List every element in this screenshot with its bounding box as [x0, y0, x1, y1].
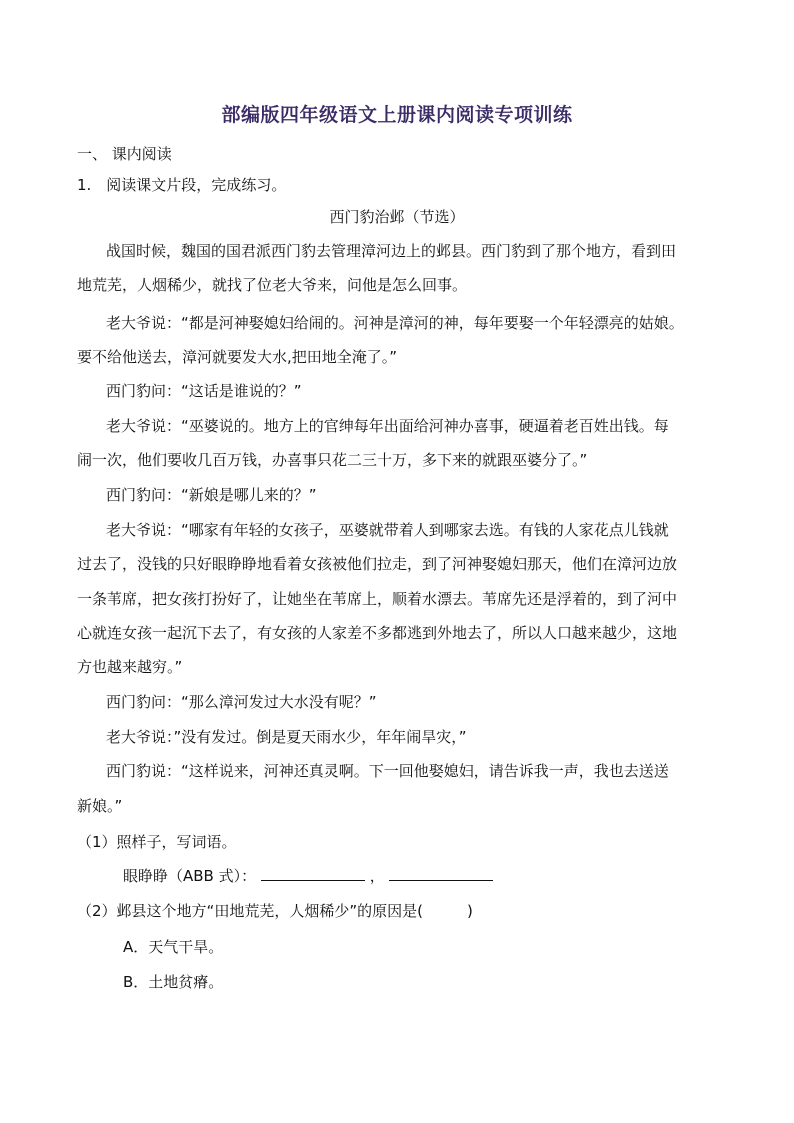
passage-line: 西门豹问：“新娘是哪儿来的？”	[106, 486, 317, 504]
sub-question-2-text: （2）邺县这个地方“田地荒芜，人烟稀少”的原因是(	[77, 902, 423, 920]
passage-line: 战国时候，魏国的国君派西门豹去管理漳河边上的邺县。西门豹到了那个地方，看到田	[106, 242, 677, 260]
passage-line: 老大爷说：“哪家有年轻的女孩子，巫婆就带着人到哪家去选。有钱的人家花点儿钱就	[106, 521, 669, 539]
option-b[interactable]: B．土地贫瘠。	[123, 973, 224, 991]
passage-line: 过去了，没钱的只好眼睁睁地看着女孩被他们拉走，到了河神娶媳妇那天，他们在漳河边放	[77, 555, 678, 573]
passage-line: 方也越来越穷。”	[77, 658, 183, 676]
section-heading: 一、 课内阅读	[77, 145, 172, 163]
sub-question-1-answer-row	[123, 866, 493, 886]
sub-question-2-close: )	[466, 902, 473, 920]
passage-line: 地荒芜，人烟稀少，就找了位老大爷来，问他是怎么回事。	[77, 276, 468, 294]
passage-line: 老大爷说：”没有发过。倒是夏天雨水少，年年闹旱灾，”	[106, 728, 467, 746]
passage-line: 西门豹说：“这样说来，河神还真灵啊。下一回他娶媳妇，请告诉我一声，我也去送送	[106, 762, 669, 780]
option-a[interactable]: A．天气干旱。	[123, 938, 224, 956]
passage-line: 心就连女孩一起沉下去了，有女孩的人家差不多都逃到外地去了，所以人口越来越少，这地	[77, 624, 678, 642]
passage-line: 西门豹问：“这话是谁说的？”	[106, 382, 302, 400]
passage-line: 要不给他送去，漳河就要发大水,把田地全淹了。”	[77, 348, 398, 366]
page-title: 部编版四年级语文上册课内阅读专项训练	[221, 104, 573, 126]
passage-line: 一条苇席，把女孩打扮好了，让她坐在苇席上，顺着水漂去。苇席先还是浮着的，到了河中	[77, 590, 678, 608]
passage-title: 西门豹治邺（节选）	[329, 208, 465, 226]
question-1-prompt: 1. 阅读课文片段，完成练习。	[77, 176, 287, 194]
sub-question-1-example: 眼睁睁（ABB 式）：	[123, 867, 257, 885]
passage-line: 新娘。”	[77, 797, 123, 815]
passage-line: 老大爷说：“都是河神娶媳妇给闹的。河神是漳河的神，每年要娶一个年轻漂亮的姑娘。	[106, 314, 684, 332]
sub-question-1: （1）照样子，写词语。	[77, 833, 237, 851]
answer-blank-1[interactable]	[261, 866, 365, 881]
passage-line: 老大爷说：“巫婆说的。地方上的官绅每年出面给河神办喜事，硬逼着老百姓出钱。每	[106, 417, 669, 435]
answer-blank-2[interactable]	[389, 866, 493, 881]
passage-line: 闹一次，他们要收几百万钱，办喜事只花二三十万，多下来的就跟巫婆分了。”	[77, 451, 588, 469]
passage-line: 西门豹问：“那么漳河发过大水没有呢？”	[106, 693, 377, 711]
answer-separator: ，	[369, 867, 385, 885]
sub-question-2	[77, 901, 473, 921]
